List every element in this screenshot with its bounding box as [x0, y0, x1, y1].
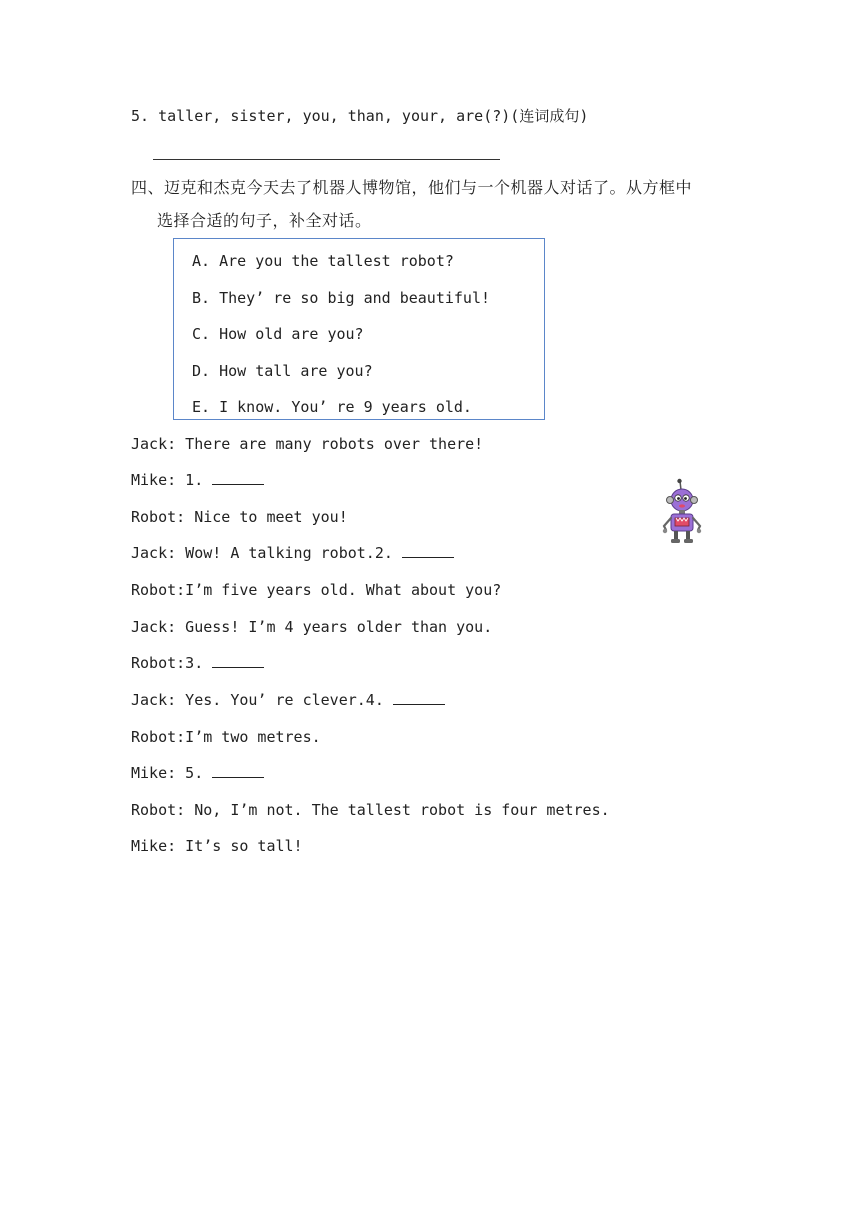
dialogue-line-10: Mike: 5. — [131, 763, 264, 783]
question-5: 5. taller, sister, you, than, your, are(?)(连词成句) — [131, 107, 589, 125]
dialogue-line-5: Robot:I’m five years old. What about you? — [131, 581, 502, 599]
answer-line — [153, 159, 500, 160]
option-e: E. I know. You’ re 9 years old. — [192, 398, 472, 416]
answer-blank-3[interactable] — [212, 653, 264, 668]
dialogue-line-1: Jack: There are many robots over there! — [131, 435, 484, 453]
answer-blank-5[interactable] — [212, 763, 264, 778]
section-4-title-cont: 选择合适的句子，补全对话。 — [157, 211, 372, 230]
option-d: D. How tall are you? — [192, 362, 373, 380]
dialogue-line-11: Robot: No, I’m not. The tallest robot is four metres. — [131, 801, 610, 819]
dialogue-line-7: Robot:3. — [131, 653, 264, 673]
answer-blank-2[interactable] — [402, 543, 454, 558]
dialogue-line-9: Robot:I’m two metres. — [131, 728, 321, 746]
options-box — [173, 238, 545, 420]
dialogue-line-3: Robot: Nice to meet you! — [131, 508, 348, 526]
dialogue-line-2: Mike: 1. — [131, 470, 264, 490]
dialogue-line-4: Jack: Wow! A talking robot.2. — [131, 543, 454, 563]
answer-blank-4[interactable] — [393, 690, 445, 705]
option-a: A. Are you the tallest robot? — [192, 252, 454, 270]
option-c: C. How old are you? — [192, 325, 364, 343]
dialogue-line-12: Mike: It’s so tall! — [131, 837, 303, 855]
robot-icon — [660, 478, 706, 546]
answer-blank-1[interactable] — [212, 470, 264, 485]
dialogue-line-8: Jack: Yes. You’ re clever.4. — [131, 690, 445, 710]
option-b: B. They’ re so big and beautiful! — [192, 289, 491, 307]
dialogue-line-6: Jack: Guess! I’m 4 years older than you. — [131, 618, 493, 636]
section-4-title: 四、迈克和杰克今天去了机器人博物馆，他们与一个机器人对话了。从方框中 — [131, 178, 693, 197]
